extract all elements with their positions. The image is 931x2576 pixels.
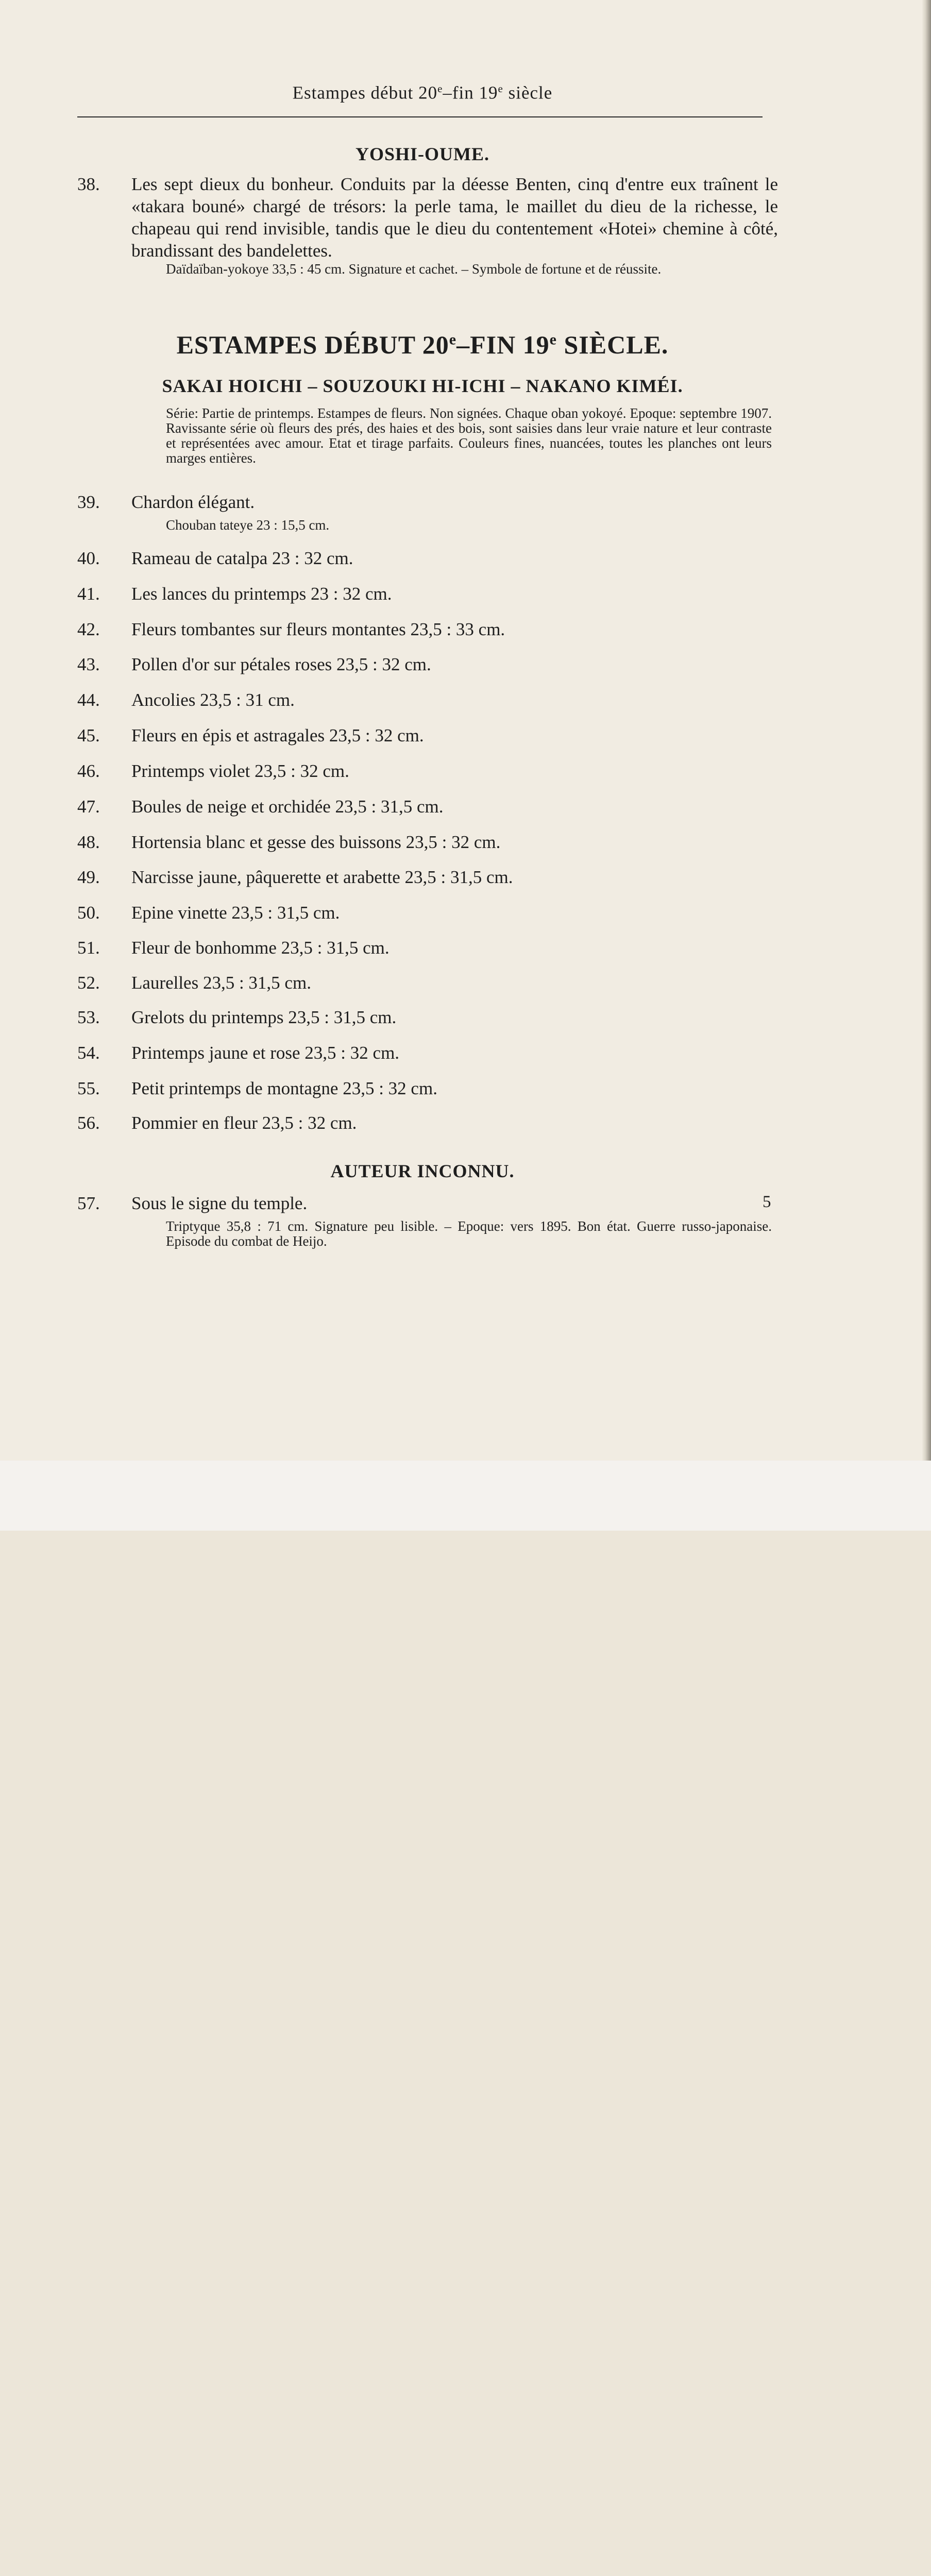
entry-item [77, 761, 349, 782]
entry-text: Sous le signe du temple. [131, 1193, 308, 1213]
entry-text: Grelots du printemps 23,5 : 31,5 cm. [131, 1007, 397, 1027]
page-number: 5 [763, 1193, 771, 1211]
section-title-auteur-inconnu: AUTEUR INCONNU. [330, 1161, 515, 1181]
entry-text: Printemps jaune et rose 23,5 : 32 cm. [131, 1043, 400, 1063]
entry-number: 40. [77, 548, 100, 568]
entry-text: Petit printemps de montagne 23,5 : 32 cm. [131, 1078, 437, 1098]
entry-item [77, 1113, 357, 1133]
entry-item [77, 584, 392, 604]
entry-number: 54. [77, 1043, 100, 1063]
entry-text: Pommier en fleur 23,5 : 32 cm. [131, 1113, 357, 1133]
entry-number: 41. [77, 584, 100, 604]
entry-text: Chardon élégant. [131, 492, 255, 512]
entry-38 [77, 173, 778, 262]
entry-item [77, 832, 500, 853]
entry-item [77, 867, 513, 888]
entry-item [77, 796, 444, 817]
entry-item [77, 725, 424, 746]
entry-number: 52. [77, 973, 100, 993]
entry-text: Laurelles 23,5 : 31,5 cm. [131, 973, 311, 993]
entry-number: 39. [77, 492, 100, 512]
entry-number: 57. [77, 1193, 100, 1213]
entry-text: Hortensia blanc et gesse des buissons 23,5 : 32 cm. [131, 832, 501, 852]
page-edge-shadow [922, 0, 931, 1461]
entry-text: Pollen d'or sur pétales roses 23,5 : 32 cm. [131, 654, 431, 674]
entry-number: 46. [77, 761, 100, 781]
entry-text: Les lances du printemps 23 : 32 cm. [131, 584, 392, 604]
entry-item [77, 1007, 396, 1028]
entry-item [77, 1043, 399, 1063]
entry-item [77, 903, 340, 923]
entry-57 [77, 1193, 307, 1214]
footer-bar [0, 1461, 931, 1531]
entry-number: 45. [77, 725, 100, 745]
entry-text: Les sept dieux du bonheur. Conduits par la déesse Benten, cinq d'entre eux traînent le «takara bouné» chargé de trésors: la perle tama, le maillet du dieu de la richesse, le chapeau qui rend invisible, tandis que le dieu du contentement «Hotei» chemine à côté, brandissant des bandelettes. [131, 174, 778, 261]
entry-number: 43. [77, 654, 100, 674]
entry-number: 38. [77, 174, 100, 194]
entry-item [77, 548, 353, 569]
main-title: ESTAMPES DÉBUT 20e–FIN 19e SIÈCLE. [176, 330, 669, 359]
entry-number: 51. [77, 938, 100, 958]
running-head: Estampes début 20e–fin 19e siècle [292, 82, 553, 103]
entry-number: 44. [77, 690, 100, 710]
entry-38-note: Daïdaïban-yokoye 33,5 : 45 cm. Signature et cachet. – Symbole de fortune et de réussite. [166, 261, 662, 277]
entry-item [77, 492, 255, 513]
entry-item [77, 619, 505, 640]
entry-number: 48. [77, 832, 100, 852]
entry-text: Printemps violet 23,5 : 32 cm. [131, 761, 349, 781]
series-note: Série: Partie de printemps. Estampes de fleurs. Non signées. Chaque oban yokoyé. Epoque: septembre 1907. Ravissante série où fleurs des prés, des haies et des bois, sont saisies dans leur vraie nature et leur contraste et représentées avec amour. Etat et tirage parfaits. Couleurs fines, nuancées, toutes les planches ont leurs marges entières. [166, 405, 772, 466]
entry-item [77, 938, 390, 958]
entry-57-note: Triptyque 35,8 : 71 cm. Signature peu lisible. – Epoque: vers 1895. Bon état. Guerre russo-japonaise. Episode du combat de Heijo. [166, 1218, 772, 1249]
header-rule [77, 116, 763, 117]
entry-number: 56. [77, 1113, 100, 1133]
entry-number: 49. [77, 867, 100, 887]
entry-text: Fleur de bonhomme 23,5 : 31,5 cm. [131, 938, 390, 958]
entry-number: 50. [77, 903, 100, 923]
entry-text: Rameau de catalpa 23 : 32 cm. [131, 548, 353, 568]
entry-text: Epine vinette 23,5 : 31,5 cm. [131, 903, 340, 923]
entry-item [77, 973, 311, 993]
artists-title: SAKAI HOICHI – SOUZOUKI HI-ICHI – NAKANO KIMÉI. [162, 376, 683, 396]
entry-item [77, 654, 431, 675]
entry-item [77, 1078, 437, 1099]
entry-text: Ancolies 23,5 : 31 cm. [131, 690, 295, 710]
entry-39-note: Chouban tateye 23 : 15,5 cm. [166, 517, 330, 533]
entry-text: Fleurs tombantes sur fleurs montantes 23,5 : 33 cm. [131, 619, 505, 639]
entry-number: 42. [77, 619, 100, 639]
entry-text: Narcisse jaune, pâquerette et arabette 23,5 : 31,5 cm. [131, 867, 513, 887]
entry-text: Boules de neige et orchidée 23,5 : 31,5 cm. [131, 796, 444, 817]
entry-number: 47. [77, 796, 100, 817]
entry-item [77, 690, 295, 710]
entry-number: 53. [77, 1007, 100, 1027]
entry-number: 55. [77, 1078, 100, 1098]
entry-text: Fleurs en épis et astragales 23,5 : 32 cm. [131, 725, 424, 745]
section-title-yoshi-oume: YOSHI-OUME. [355, 144, 489, 164]
